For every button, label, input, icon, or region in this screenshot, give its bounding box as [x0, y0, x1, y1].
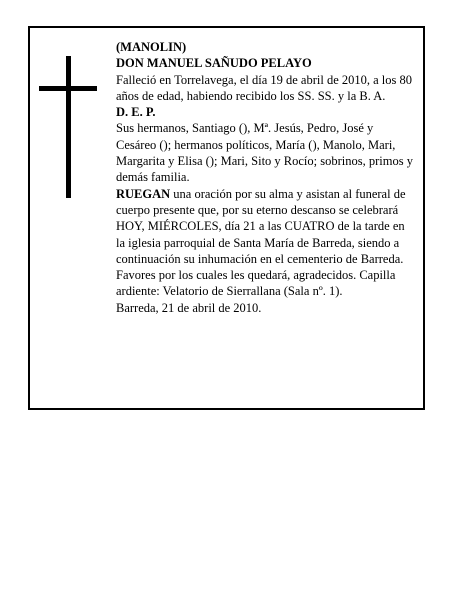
place-date: Barreda, 21 de abril de 2010. — [116, 300, 262, 315]
funeral-request — [116, 186, 416, 300]
request-text: una oración por su alma y asistan al funeral de cuerpo presente que, por su eterno descanso se celebrará HOY, MIÉRCOLES, día 21 a las CUATRO de la tarde en la iglesia parroquial de Santa María de Barreda, siendo a continuación su inhumación en el cementerio de Barreda. Favores por los cuales les quedará, agradecidos. Capilla ardiente: Velatorio de Sierrallana (Sala nº. 1). — [116, 186, 406, 299]
alias: (MANOLIN) — [116, 40, 187, 54]
obituary-text — [116, 39, 416, 316]
death-statement: Falleció en Torrelavega, el día 19 de abril de 2010, a los 80 años de edad, habiendo recibido los SS. SS. y la B. A. — [116, 72, 413, 103]
deceased-name: DON MANUEL SAÑUDO PELAYO — [116, 56, 312, 71]
family-list: Sus hermanos, Santiago (), Mª. Jesús, Pedro, José y Cesáreo (); hermanos políticos, María (), Manolo, Mari, Margarita y Elisa (); Mari, Sito y Rocío; sobrinos, primos y demás familia. — [116, 121, 413, 185]
cross-horizontal-bar — [39, 86, 97, 91]
obituary-notice — [28, 26, 425, 410]
dep-label: D. E. P. — [116, 105, 156, 120]
request-lead: RUEGAN — [116, 186, 171, 201]
cross-vertical-bar — [66, 56, 71, 198]
